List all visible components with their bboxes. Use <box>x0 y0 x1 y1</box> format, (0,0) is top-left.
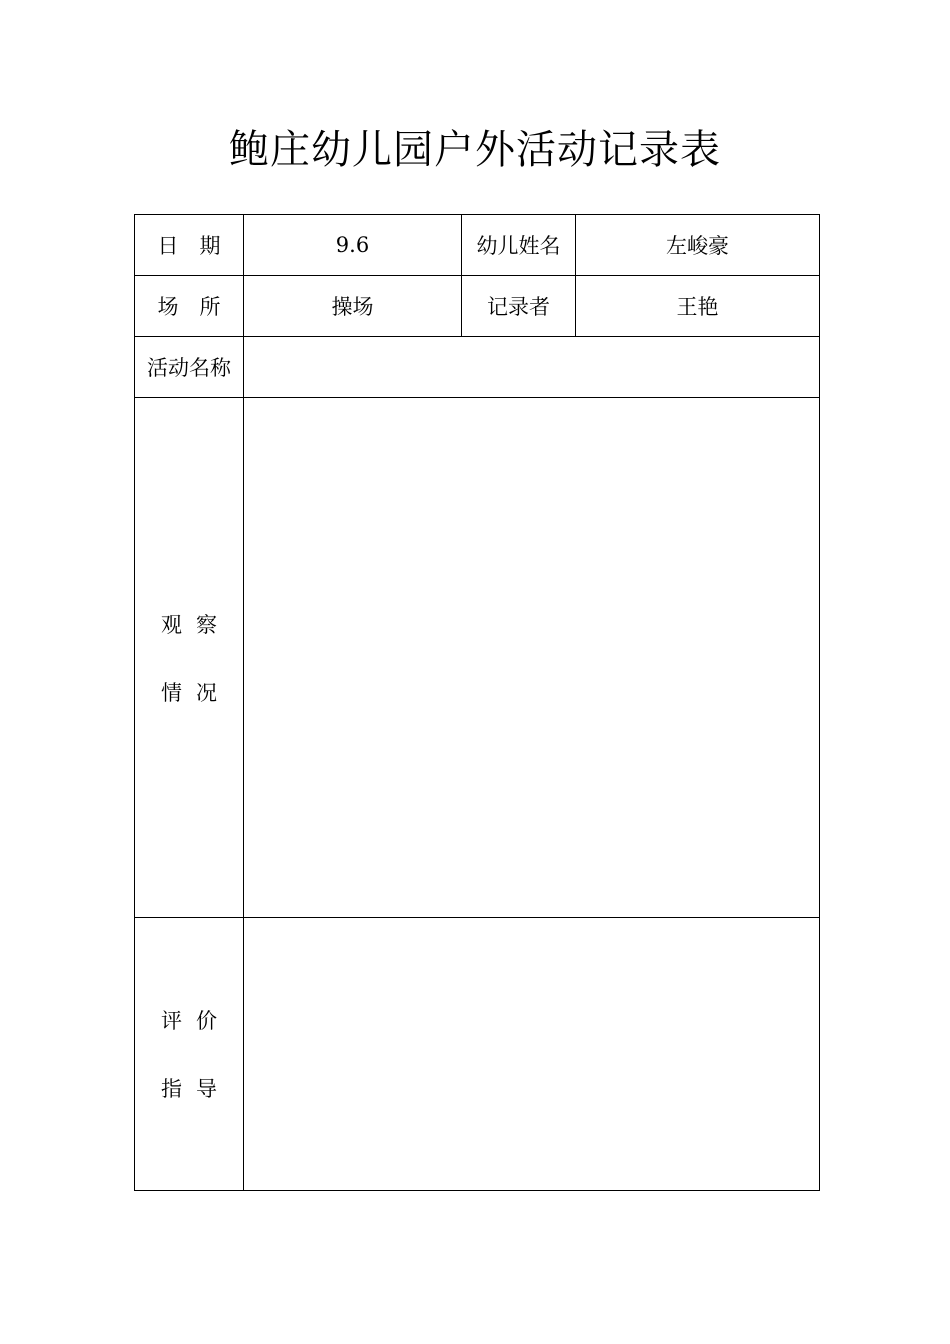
child-name-label: 幼儿姓名 <box>462 215 576 276</box>
observation-field[interactable] <box>244 398 820 918</box>
page-title: 鲍庄幼儿园户外活动记录表 <box>229 127 721 173</box>
place-field[interactable]: 操场 <box>244 276 462 337</box>
recorder-field[interactable]: 王艳 <box>576 276 820 337</box>
evaluation-field[interactable] <box>244 918 820 1191</box>
observation-label <box>135 398 244 918</box>
table-row <box>135 337 820 398</box>
record-form-table <box>134 214 820 1191</box>
place-label: 场 所 <box>135 276 244 337</box>
activity-name-field[interactable] <box>244 337 820 398</box>
child-name-field[interactable]: 左峻豪 <box>576 215 820 276</box>
evaluation-label-line2: 指导 <box>161 1077 231 1101</box>
activity-name-label: 活动名称 <box>135 337 244 398</box>
evaluation-label <box>135 918 244 1191</box>
table-row <box>135 398 820 918</box>
recorder-label: 记录者 <box>462 276 576 337</box>
table-row <box>135 215 820 276</box>
evaluation-label-line1: 评价 <box>161 1009 231 1033</box>
table-row <box>135 918 820 1191</box>
observation-label-line2: 情况 <box>161 680 231 705</box>
table-row <box>135 276 820 337</box>
date-label: 日 期 <box>135 215 244 276</box>
date-field[interactable]: 9.6 <box>244 215 462 276</box>
observation-label-line1: 观察 <box>161 612 231 637</box>
